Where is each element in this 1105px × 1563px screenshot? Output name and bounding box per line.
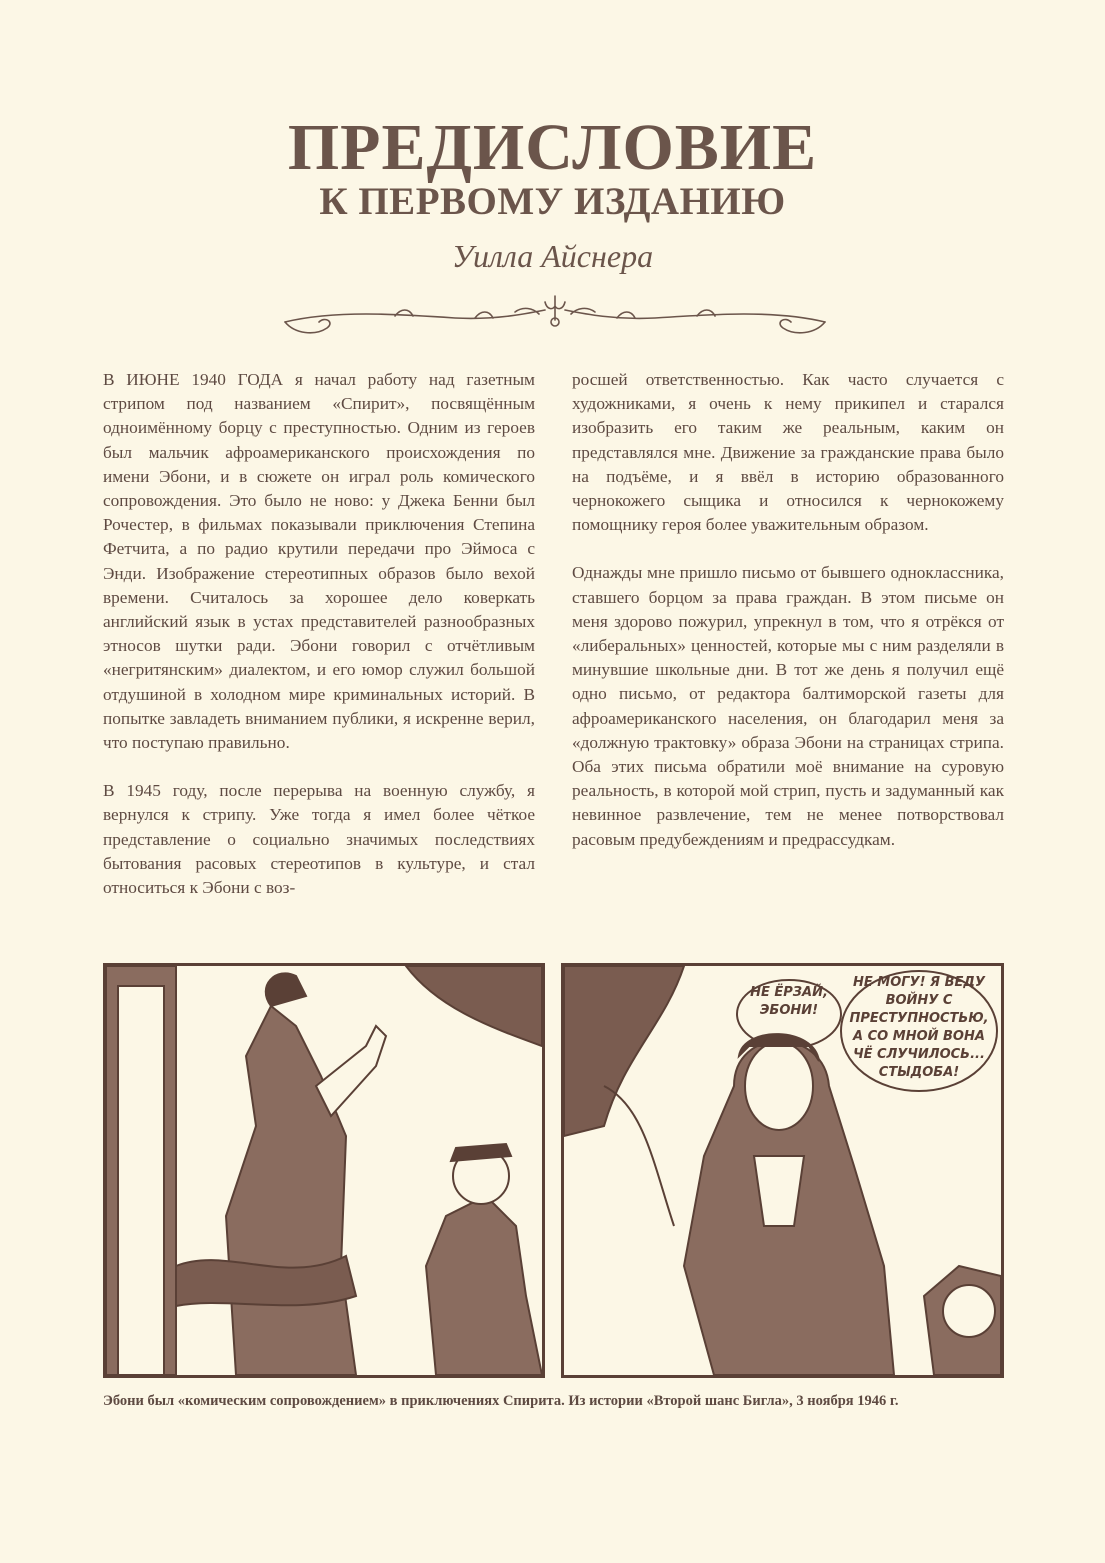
comic-panel-action — [103, 963, 545, 1378]
author-byline: Уилла Айснера — [451, 238, 654, 274]
text-column-right — [572, 368, 1004, 876]
text-column-left — [103, 368, 535, 924]
speech-bubble: НЕ МОГУ! Я ВЕДУ ВОЙНУ С ПРЕСТУПНОСТЬЮ, А СО МНОЙ ВОНА ЧЁ СЛУЧИЛОСЬ... СТЫДОБА! — [849, 975, 989, 1080]
paragraph: В 1945 году, после перерыва на военную службу, я вернулся к стрипу. Уже тогда я имел более чёткое представление о социально значимых последствиях бытования расовых стереотипов в культуре, и стал относиться к Эбони с воз- — [103, 781, 535, 898]
paragraph: росшей ответственностью. Как часто случается с художниками, я очень к нему прикипел и старался изобразить его таким же реальным, каким он представлялся мне. Движение за гражданские права было на подъёме, и я ввёл в историю образованного чернокожего сыщика и относился к чернокожему помощнику героя более уважительным образом. — [572, 370, 1004, 535]
comic-panel-dialogue — [561, 963, 1004, 1378]
page-subtitle: К ПЕРВОМУ ИЗДАНИЮ — [319, 180, 786, 223]
flourish-ornament — [275, 290, 835, 346]
speech-bubble: НЕ ЁРЗАЙ, ЭБОНИ! — [750, 985, 828, 1018]
figure-caption: Эбони был «комическим сопровождением» в приключениях Спирита. Из истории «Второй шанс Бигла», 3 ноября 1946 г. — [103, 1393, 899, 1409]
paragraph: В ИЮНЕ 1940 ГОДА я начал работу над газетным стрипом под названием «Спирит», посвящённым одноимённому борцу с преступностью. Одним из героев был мальчик афроамериканского происхождения по имени Эбони, и в сюжете он играл роль комического сопровождения. Это было не ново: у Джека Бенни был Рочестер, в фильмах показывали приключения Степина Фетчита, а по радио крутили передачи про Эймоса с Энди. Изображение стереотипных образов было вехой времени. Считалось за хорошее дело коверкать английский язык в устах представителей разнообразных этносов шутки ради. Эбони говорил с отчётливым «негритянским» диалектом, и его юмор служил большой отдушиной в холодном мире криминальных историй. В попытке завладеть вниманием публики, я искренне верил, что поступаю правильно. — [103, 370, 535, 753]
paragraph: Однажды мне пришло письмо от бывшего одноклассника, ставшего борцом за права граждан. В этом письме он меня здорово пожурил, упрекнул в том, что я отрёкся от «либеральных» ценностей, которые мы с ним разделяли в минувшие школьные дни. В тот же день я получил ещё одно письмо, от редактора балтиморской газеты для афроамериканского населения, он благодарил меня за «должную трактовку» образа Эбони на страницах стрипа. Оба этих письма обратили моё внимание на суровую реальность, в которой мой стрип, пусть и задуманный как невинное развлечение, тем не менее потворствовал расовым предубеждениям и предрассудкам. — [572, 563, 1004, 849]
comic-illustration — [106, 966, 542, 1375]
page-title: ПРЕДИСЛОВИЕ — [287, 111, 818, 184]
